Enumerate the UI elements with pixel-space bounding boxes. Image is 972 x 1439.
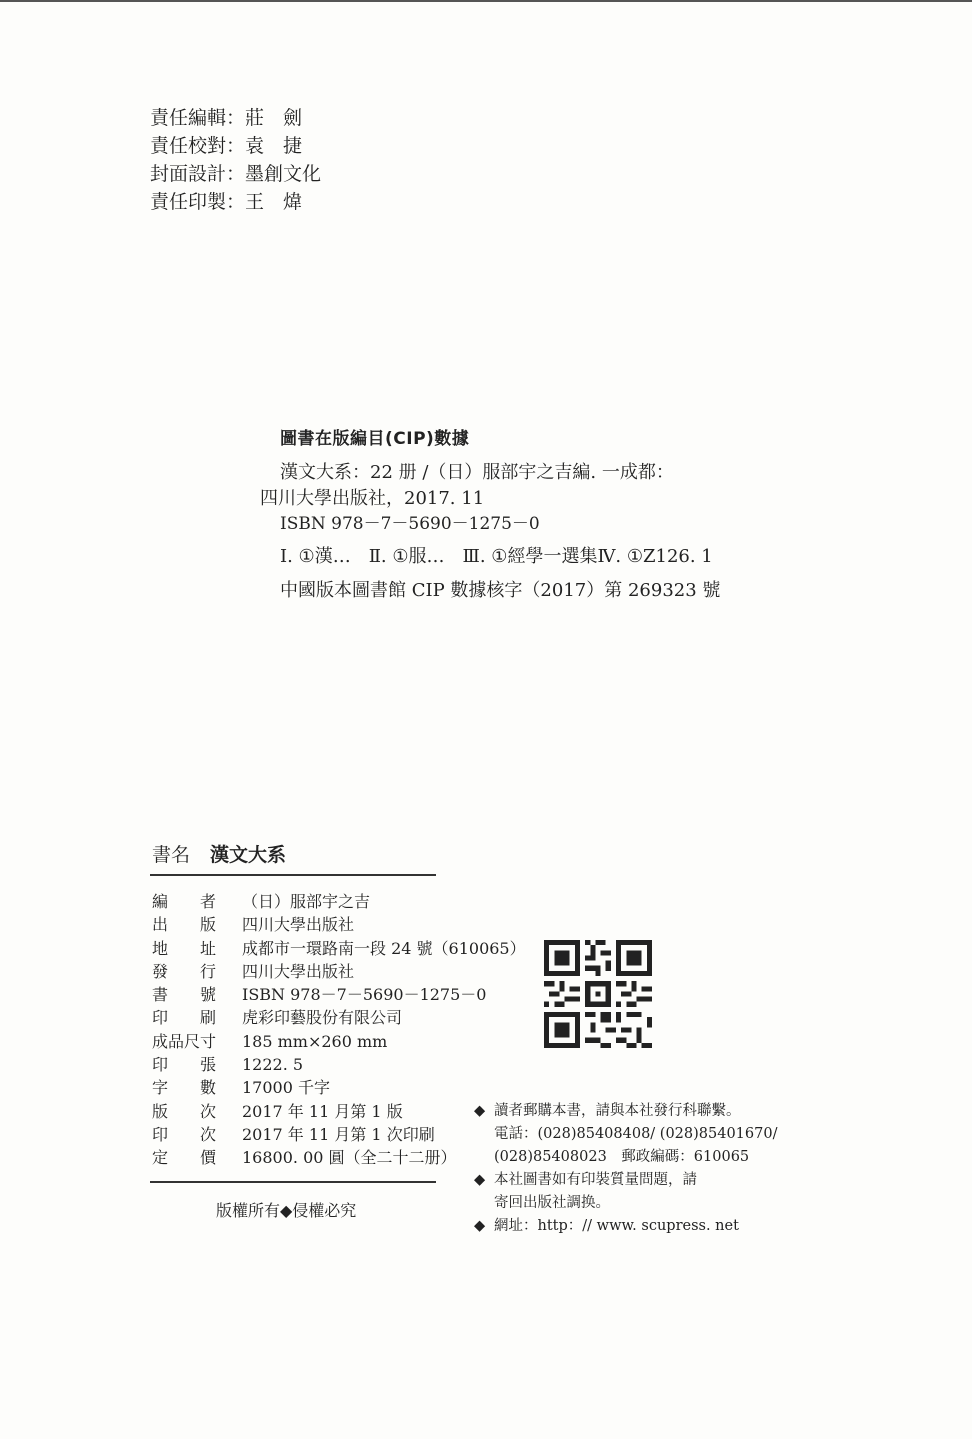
info-label: 出 版 bbox=[152, 915, 217, 935]
credit-label: 責任印製： bbox=[150, 191, 246, 213]
info-value: ISBN 978－7－5690－1275－0 bbox=[242, 985, 487, 1005]
credit-label: 責任校對： bbox=[150, 135, 246, 157]
credit-value: 墨創文化 bbox=[245, 163, 322, 185]
info-row bbox=[152, 1123, 526, 1146]
info-row bbox=[152, 937, 526, 960]
info-row bbox=[152, 1146, 526, 1169]
info-label: 編 者 bbox=[152, 892, 217, 911]
note-phone: 電話：(028)85408408/ (028)85401670/ bbox=[494, 1126, 778, 1142]
credits-block bbox=[150, 104, 321, 216]
info-label: 印 張 bbox=[152, 1055, 217, 1075]
info-label: 書 號 bbox=[152, 985, 217, 1005]
book-title-value: 漢文大系 bbox=[210, 844, 287, 866]
credit-label: 封面設計： bbox=[150, 163, 246, 185]
info-value: 四川大學出版社 bbox=[242, 915, 355, 935]
info-value: 虎彩印藝股份有限公司 bbox=[242, 1008, 403, 1028]
top-rule bbox=[0, 0, 972, 2]
divider bbox=[150, 874, 436, 876]
cip-record-number: 中國版本圖書館 CIP 數據核字（2017）第 269323 號 bbox=[280, 580, 721, 601]
info-value: 17000 千字 bbox=[242, 1078, 330, 1098]
info-row bbox=[152, 890, 526, 913]
note-website bbox=[474, 1215, 777, 1238]
note-quality bbox=[474, 1169, 777, 1192]
info-row bbox=[152, 960, 526, 983]
credit-value: 莊 劍 bbox=[245, 107, 303, 129]
book-title-label: 書名 bbox=[152, 844, 191, 866]
info-value: （日）服部宇之吉 bbox=[242, 892, 371, 911]
info-row bbox=[152, 1100, 526, 1123]
cip-line: 漢文大系：22 册 /（日）服部宇之吉編. 一成都： bbox=[280, 462, 674, 483]
info-value: 185 mm×260 mm bbox=[242, 1031, 388, 1051]
info-value: 2017 年 11 月第 1 版 bbox=[242, 1101, 403, 1121]
rights-notice: 版權所有◆侵權必究 bbox=[216, 1201, 357, 1220]
credit-printing bbox=[150, 188, 321, 216]
note-text: 本社圖書如有印裝質量問題，請 bbox=[494, 1172, 697, 1188]
info-label: 發 行 bbox=[152, 961, 217, 981]
info-row bbox=[152, 913, 526, 936]
info-value: 四川大學出版社 bbox=[242, 961, 355, 981]
info-value: 成都市一環路南一段 24 號（610065） bbox=[242, 938, 526, 958]
info-row bbox=[152, 983, 526, 1006]
info-value: 1222. 5 bbox=[242, 1055, 304, 1075]
info-label: 成品尺寸 bbox=[152, 1031, 217, 1051]
info-label: 定 價 bbox=[152, 1148, 217, 1168]
credit-proofreader bbox=[150, 132, 321, 160]
note-text: 讀者郵購本書，請與本社發行科聯繫。 bbox=[494, 1103, 741, 1119]
info-label: 印 刷 bbox=[152, 1008, 217, 1028]
cip-line: 四川大學出版社，2017. 11 bbox=[260, 488, 485, 509]
cip-isbn: ISBN 978－7－5690－1275－0 bbox=[280, 514, 540, 534]
website-link[interactable]: 網址：http：// www. scupress. net bbox=[494, 1218, 739, 1234]
info-row bbox=[152, 1030, 526, 1053]
diamond-bullet-icon: ◆ bbox=[474, 1103, 486, 1119]
note-phone-postcode: (028)85408023 郵政編碼：610065 bbox=[494, 1149, 750, 1165]
credit-value: 袁 捷 bbox=[245, 135, 303, 157]
info-row bbox=[152, 1076, 526, 1099]
info-label: 地 址 bbox=[152, 938, 217, 958]
note-mail-order bbox=[474, 1100, 777, 1123]
info-row bbox=[152, 1053, 526, 1076]
info-value: 16800. 00 圓（全二十二册） bbox=[242, 1148, 457, 1168]
cip-block bbox=[260, 424, 721, 601]
credit-cover-design bbox=[150, 160, 321, 188]
diamond-bullet-icon: ◆ bbox=[474, 1218, 486, 1234]
cip-title: 圖書在版編目(CIP)數據 bbox=[280, 429, 470, 449]
note-return: 寄回出版社調换。 bbox=[494, 1195, 610, 1211]
reader-notes bbox=[474, 1100, 777, 1238]
info-label: 版 次 bbox=[152, 1101, 217, 1121]
credit-label: 責任編輯： bbox=[150, 107, 246, 129]
credit-value: 王 煒 bbox=[245, 191, 303, 213]
diamond-bullet-icon: ◆ bbox=[474, 1172, 486, 1188]
info-value: 2017 年 11 月第 1 次印刷 bbox=[242, 1124, 435, 1144]
info-label: 字 數 bbox=[152, 1078, 217, 1098]
credit-editor bbox=[150, 104, 321, 132]
book-info-table bbox=[152, 890, 526, 1170]
cip-classification: Ⅰ. ①漢… Ⅱ. ①服… Ⅲ. ①經學一選集Ⅳ. ①Z126. 1 bbox=[280, 546, 713, 567]
book-title-row bbox=[152, 840, 286, 867]
divider bbox=[150, 1181, 436, 1183]
info-label: 印 次 bbox=[152, 1124, 217, 1144]
info-row bbox=[152, 1006, 526, 1029]
qr-code-icon bbox=[543, 940, 653, 1048]
